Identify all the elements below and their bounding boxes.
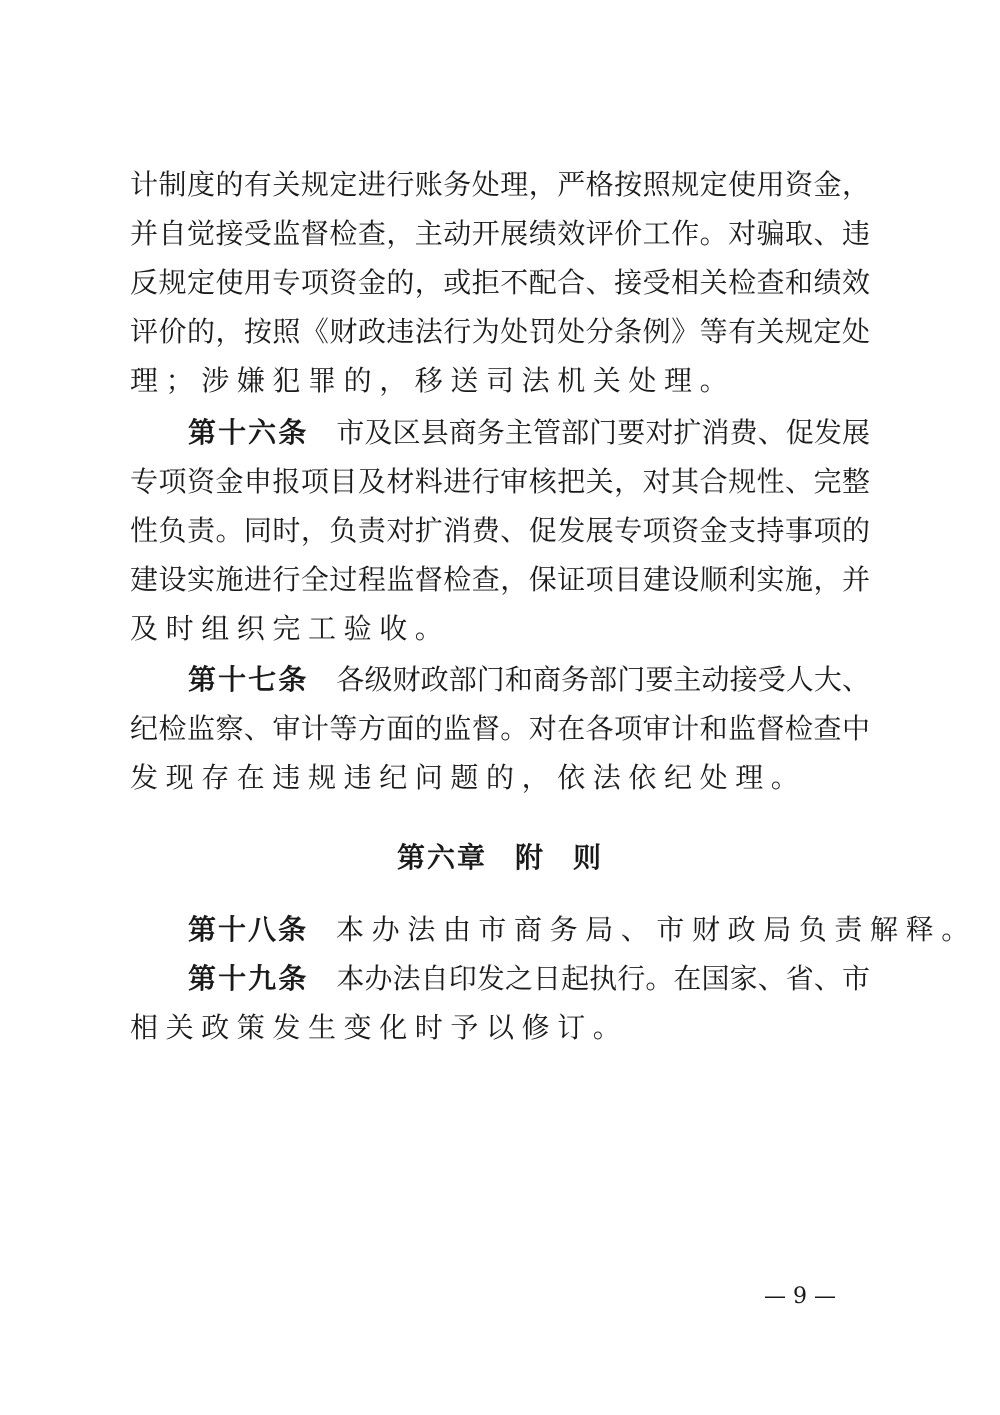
page-number: — 9 — — [764, 1284, 836, 1309]
article-16-first-line — [188, 413, 870, 453]
article-16-label: 第十六条 — [188, 416, 309, 449]
article-17-text: 各级财政部门和商务部门要主动接受人大、 — [336, 663, 870, 696]
paragraph-line: 并自觉接受监督检查，主动开展绩效评价工作。对骗取、违 — [130, 217, 870, 250]
chapter-title-char: 附 — [514, 841, 545, 874]
article-17-first-line — [188, 660, 870, 700]
paragraph-line: 及时组织完工验收。 — [130, 612, 451, 645]
paragraph-line: 相关政策发生变化时予以修订。 — [130, 1011, 629, 1044]
article-19-label: 第十九条 — [188, 962, 309, 995]
article-18-first-line — [188, 910, 977, 950]
article-19-first-line — [188, 959, 870, 999]
article-16-text: 市及区县商务主管部门要对扩消费、促发展 — [336, 416, 870, 449]
article-17-label: 第十七条 — [188, 663, 309, 696]
paragraph-line: 计制度的有关规定进行账务处理，严格按照规定使用资金， — [130, 168, 870, 201]
paragraph-line: 反规定使用专项资金的，或拒不配合、接受相关检查和绩效 — [130, 266, 870, 299]
article-18-text: 本办法由市商务局、市财政局负责解释。 — [336, 913, 977, 946]
article-19-text: 本办法自印发之日起执行。在国家、省、市 — [336, 962, 870, 995]
paragraph-line: 建设实施进行全过程监督检查，保证项目建设顺利实施，并 — [130, 563, 870, 596]
paragraph-line: 纪检监察、审计等方面的监督。对在各项审计和监督检查中 — [130, 712, 870, 745]
chapter-number: 第六章 — [396, 841, 487, 874]
chapter-heading — [0, 838, 1000, 878]
paragraph-line: 理；涉嫌犯罪的，移送司法机关处理。 — [130, 364, 736, 397]
paragraph-line: 发现存在违规违纪问题的，依法依纪处理。 — [130, 761, 807, 794]
paragraph-line: 专项资金申报项目及材料进行审核把关，对其合规性、完整 — [130, 465, 870, 498]
chapter-title-char: 则 — [573, 841, 604, 874]
article-18-label: 第十八条 — [188, 913, 309, 946]
paragraph-line: 评价的，按照《财政违法行为处罚处分条例》等有关规定处 — [130, 315, 870, 348]
paragraph-line: 性负责。同时，负责对扩消费、促发展专项资金支持事项的 — [130, 514, 870, 547]
